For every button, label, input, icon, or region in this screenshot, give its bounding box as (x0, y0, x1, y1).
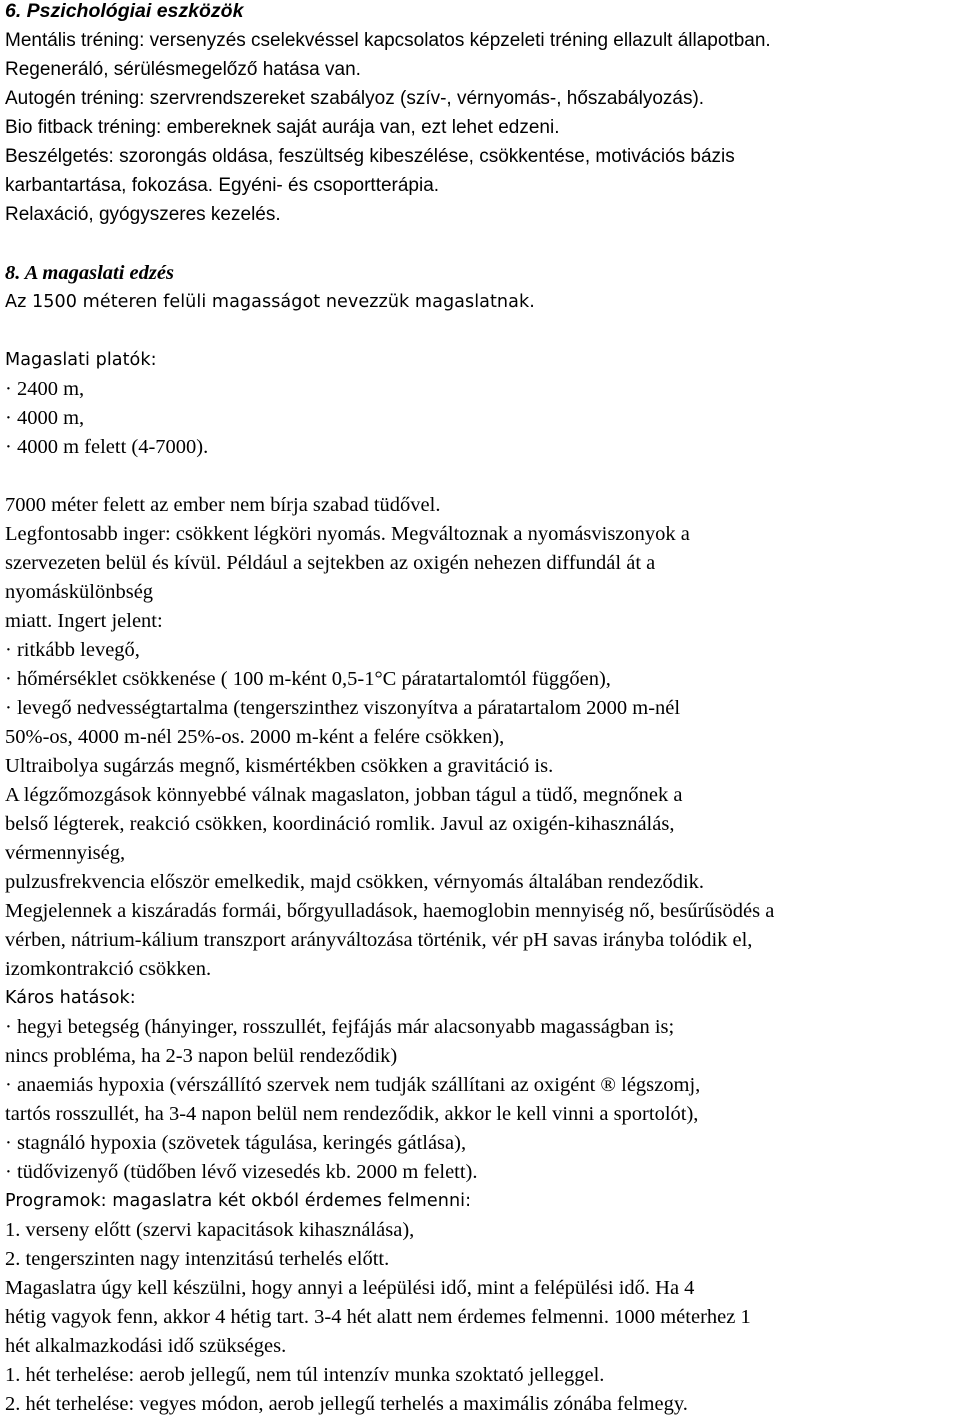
paragraph-line: szervezeten belül és kívül. Például a sejtekben az oxigén nehezen diffundál át a (5, 552, 656, 574)
paragraph-line: Beszélgetés: szorongás oldása, feszültség kibeszélése, csökkentése, motivációs bázis (5, 146, 735, 167)
paragraph-line: nincs probléma, ha 2-3 napon belül rendeződik) (5, 1045, 398, 1067)
list-item: · 4000 m, (5, 407, 85, 429)
paragraph-line: belső légterek, reakció csökken, koordináció romlik. Javul az oxigén-kihasználás, (5, 813, 675, 835)
paragraph-line: tartós rosszullét, ha 3-4 napon belül nem rendeződik, akkor le kell vinni a sportolót), (5, 1103, 699, 1125)
list-item: 2. hét terhelése: vegyes módon, aerob jellegű terhelés a maximális zónába felmegy. (5, 1393, 688, 1415)
list-heading: Káros hatások: (5, 988, 136, 1008)
paragraph-line: Autogén tréning: szervrendszereket szabályoz (szív-, vérnyomás-, hőszabályozás). (5, 88, 705, 109)
paragraph-line: hétig vagyok fenn, akkor 4 hétig tart. 3-4 hét alatt nem érdemes felmenni. 1000 méterhez 1 (5, 1306, 751, 1328)
paragraph-line: vérmennyiség, (5, 842, 126, 864)
list-item: · tüdővizenyő (tüdőben lévő vizesedés kb. 2000 m felett). (5, 1161, 478, 1183)
paragraph-line: Regeneráló, sérülésmegelőző hatása van. (5, 59, 361, 80)
paragraph-line: Magaslatra úgy kell készülni, hogy annyi a leépülési idő, mint a felépülési idő. Ha 4 (5, 1277, 695, 1299)
paragraph-line: Legfontosabb inger: csökkent légköri nyomás. Megváltoznak a nyomásviszonyok a (5, 523, 690, 545)
paragraph-line: Bio fitback tréning: embereknek saját aurája van, ezt lehet edzeni. (5, 117, 560, 138)
section-heading-6: 6. Pszichológiai eszközök (5, 0, 244, 22)
list-item: · ritkább levegő, (5, 639, 140, 661)
list-item: · 2400 m, (5, 378, 85, 400)
list-item: · anaemiás hypoxia (vérszállító szervek nem tudják szállítani az oxigént ® légszomj, (5, 1074, 701, 1096)
paragraph-line: A légzőmozgások könnyebbé válnak magaslaton, jobban tágul a tüdő, megnőnek a (5, 784, 683, 806)
section-heading-8: 8. A magaslati edzés (5, 262, 174, 284)
paragraph-line: nyomáskülönbség (5, 581, 154, 603)
paragraph-line: vérben, nátrium-kálium transzport arányváltozása történik, vér pH savas irányba tolódik el, (5, 929, 753, 951)
list-item: 1. hét terhelése: aerob jellegű, nem túl intenzív munka szoktató jelleggel. (5, 1364, 605, 1386)
paragraph-line: hét alkalmazkodási idő szükséges. (5, 1335, 287, 1357)
paragraph-line: Megjelennek a kiszáradás formái, bőrgyulladások, haemoglobin mennyiség nő, besűrűsödés a (5, 900, 775, 922)
paragraph-line: Ultraibolya sugárzás megnő, kismértékben csökken a gravitáció is. (5, 755, 554, 777)
paragraph-line: Relaxáció, gyógyszeres kezelés. (5, 204, 281, 225)
paragraph-line: 50%-os, 4000 m-nél 25%-os. 2000 m-ként a felére csökken), (5, 726, 505, 748)
paragraph-line: izomkontrakció csökken. (5, 958, 212, 980)
paragraph-line: Az 1500 méteren felüli magasságot nevezzük magaslatnak. (5, 292, 535, 312)
paragraph-line: karbantartása, fokozása. Egyéni- és csoportterápia. (5, 175, 440, 196)
paragraph-line: Programok: magaslatra két okból érdemes felmenni: (5, 1191, 472, 1211)
list-item: 1. verseny előtt (szervi kapacitások kihasználása), (5, 1219, 415, 1241)
list-item: · hőmérséklet csökkenése ( 100 m-ként 0,5-1°C páratartalomtól függően), (5, 668, 611, 690)
paragraph-line: miatt. Ingert jelent: (5, 610, 163, 632)
list-item: 2. tengerszinten nagy intenzitású terhelés előtt. (5, 1248, 390, 1270)
list-heading: Magaslati platók: (5, 350, 157, 370)
list-item: · levegő nedvességtartalma (tengerszinthez viszonyítva a páratartalom 2000 m-nél (5, 697, 681, 719)
paragraph-line: Mentális tréning: versenyzés cselekvéssel kapcsolatos képzeleti tréning ellazult állapotban. (5, 30, 771, 51)
paragraph-line: pulzusfrekvencia először emelkedik, majd csökken, vérnyomás általában rendeződik. (5, 871, 705, 893)
list-item: · 4000 m felett (4-7000). (5, 436, 209, 458)
list-item: · stagnáló hypoxia (szövetek tágulása, keringés gátlása), (5, 1132, 467, 1154)
list-item: · hegyi betegség (hányinger, rosszullét, fejfájás már alacsonyabb magasságban is; (5, 1016, 675, 1038)
paragraph-line: 7000 méter felett az ember nem bírja szabad tüdővel. (5, 494, 441, 516)
